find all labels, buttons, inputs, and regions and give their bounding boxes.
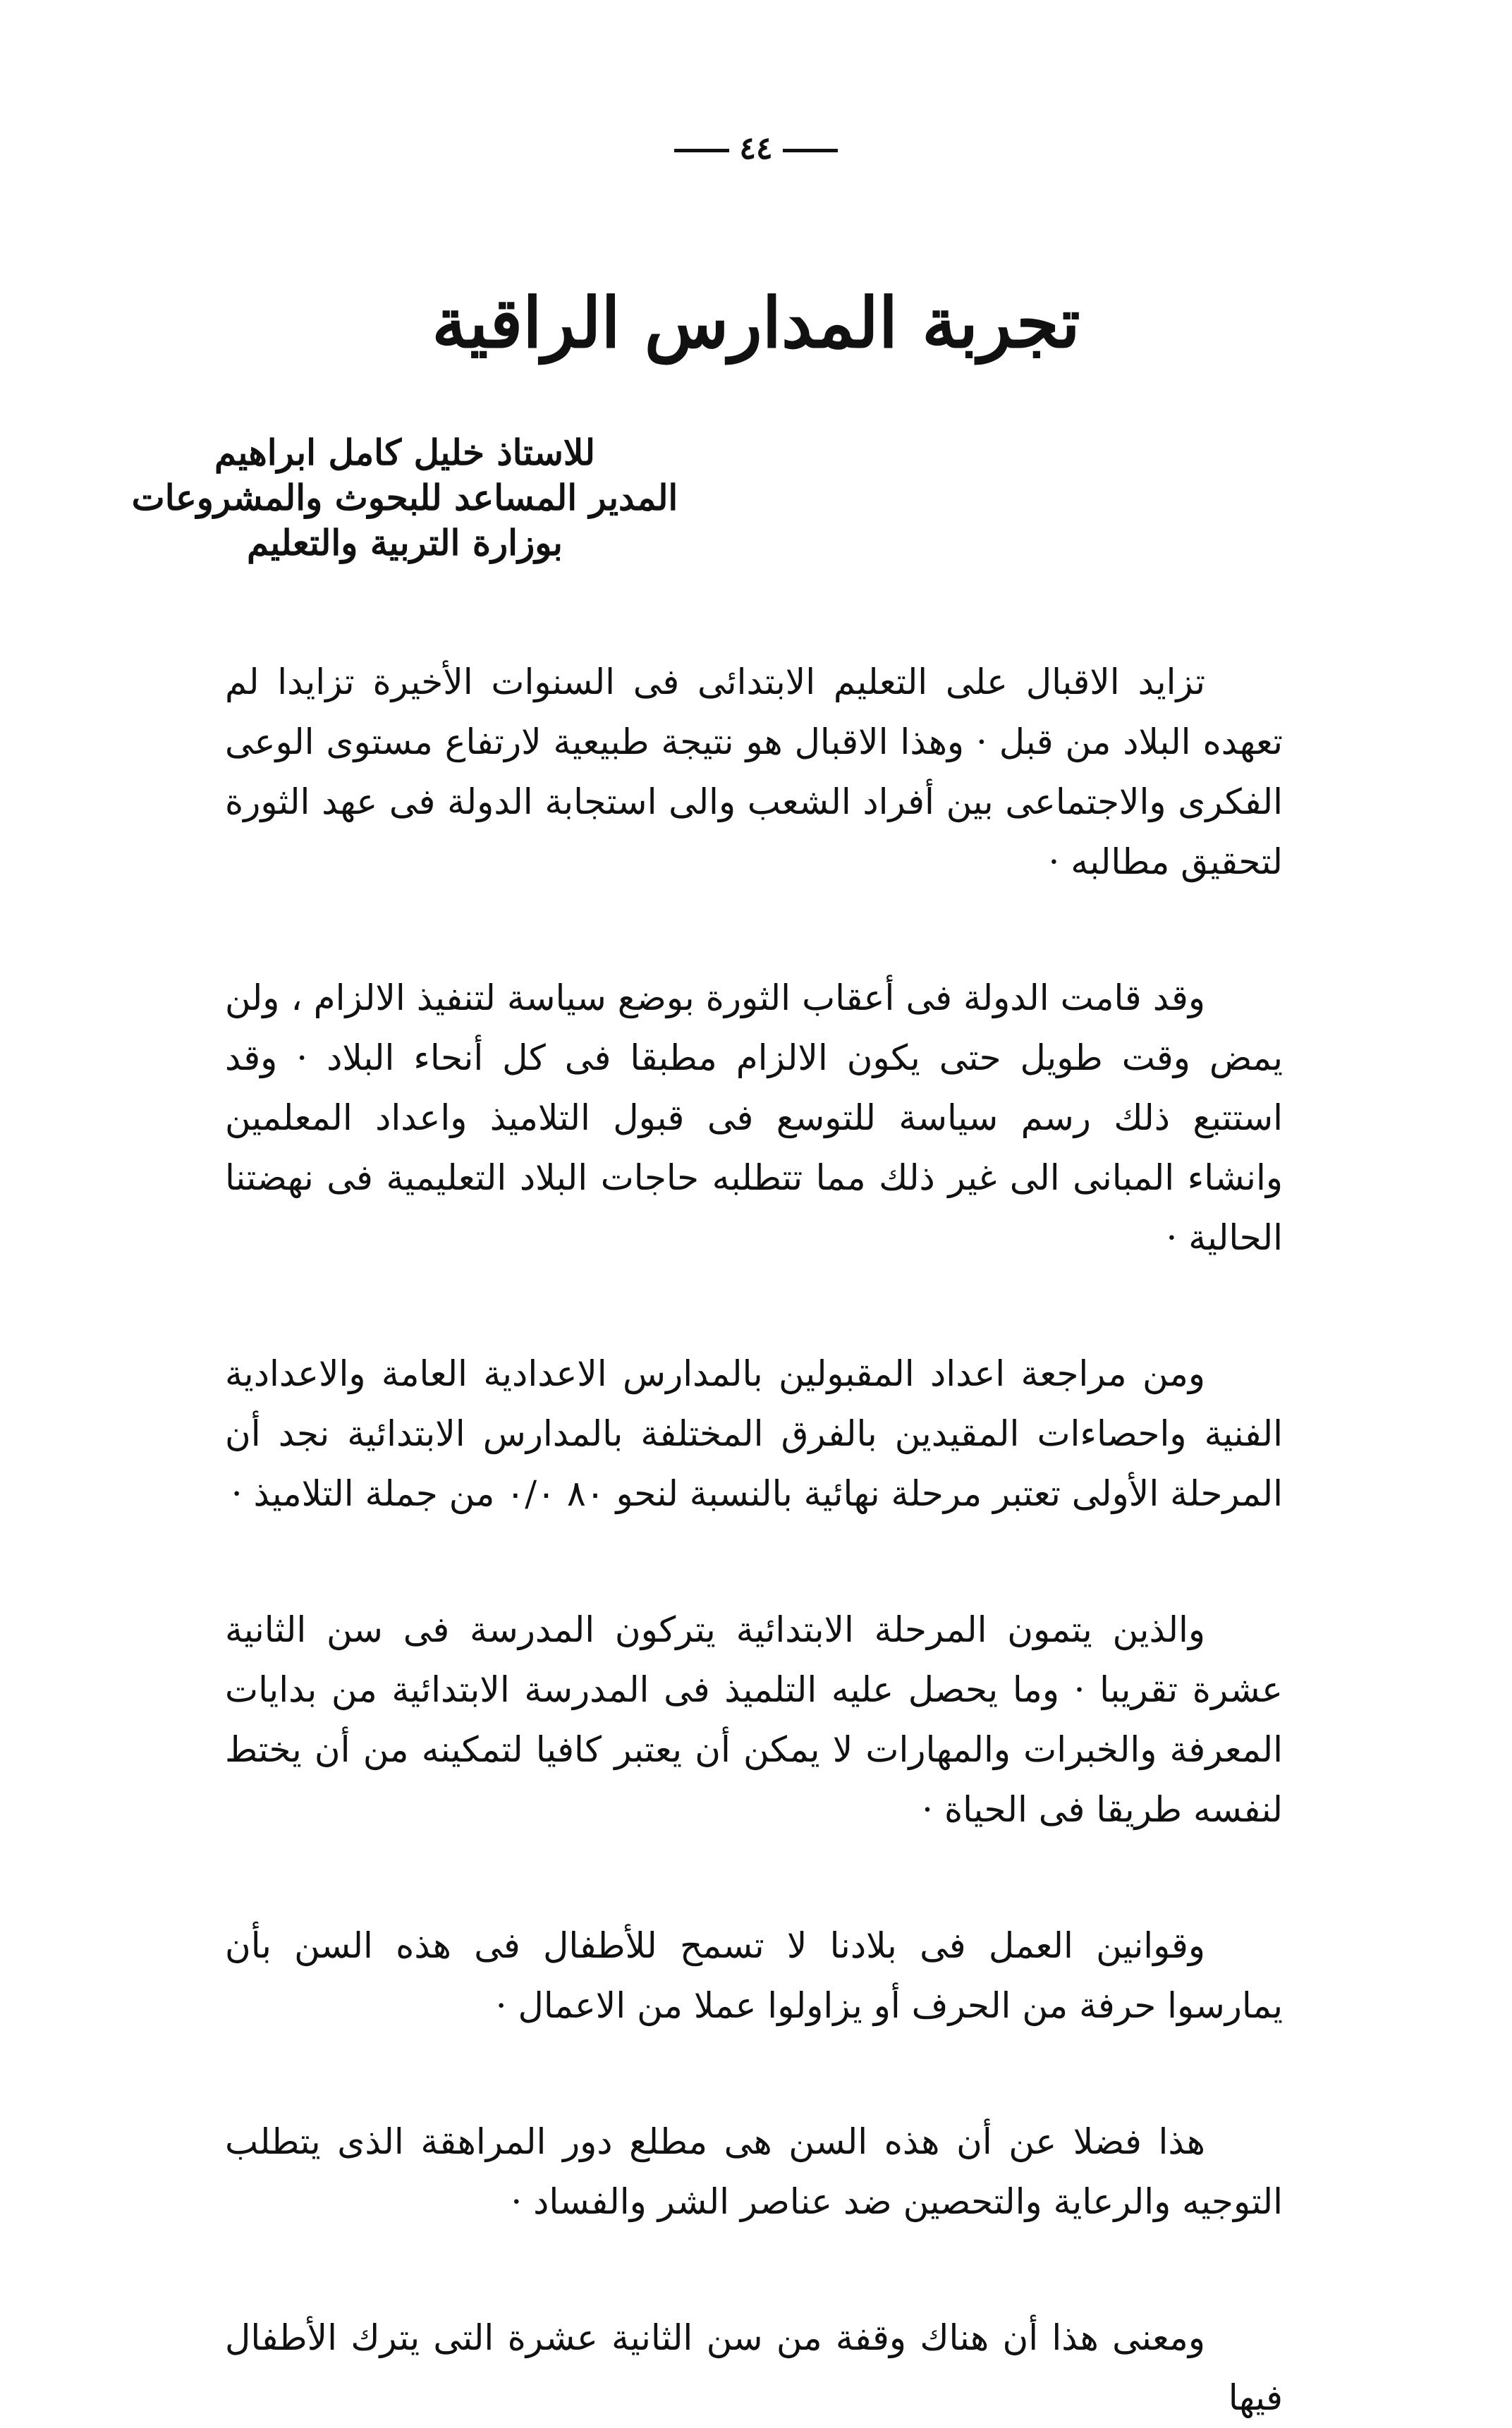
- paragraph: ومن مراجعة اعداد المقبولين بالمدارس الاعدادية العامة والاعدادية الفنية واحصاءات المقيدين بالفرق المختلفة بالمدارس الابتدائية نجد أن المرحلة الأولى تعتبر مرحلة نهائية بالنسبة لنحو ٨٠ ٠/٠ من جملة التلاميذ ·: [225, 1353, 1283, 1514]
- page-number-dash-left: [674, 149, 729, 152]
- page-number: [0, 130, 1512, 166]
- author-position: المدير المساعد للبحوث والمشروعات: [131, 477, 678, 518]
- paragraph: ومعنى هذا أن هناك وقفة من سن الثانية عشرة التى يترك الأطفال فيها: [225, 2317, 1283, 2418]
- paragraph: وقد قامت الدولة فى أعقاب الثورة بوضع سياسة لتنفيذ الالزام ، ولن يمض وقت طويل حتى يكون الالزام مطبقا فى كل أنحاء البلاد · وقد استتبع ذلك رسم سياسة للتوسع فى قبول التلاميذ واعداد المعلمين وانشاء المبانى الى غير ذلك مما تتطلبه حاجات البلاد التعليمية فى نهضتنا الحالية ·: [225, 977, 1283, 1258]
- paragraph: وقوانين العمل فى بلادنا لا تسمح للأطفال فى هذه السن بأن يمارسوا حرفة من الحرف أو يزاولوا عملا من الاعمال ·: [225, 1925, 1283, 2026]
- paragraph: والذين يتمون المرحلة الابتدائية يتركون المدرسة فى سن الثانية عشرة تقريبا · وما يحصل عليه التلميذ فى المدرسة الابتدائية من بدايات المعرفة والخبرات والمهارات لا يمكن أن يعتبر كافيا لتمكينه من أن يختط لنفسه طريقا فى الحياة ·: [225, 1609, 1283, 1830]
- author-ministry: بوزارة التربية والتعليم: [247, 522, 563, 563]
- paragraph: تزايد الاقبال على التعليم الابتدائى فى السنوات الأخيرة تزايدا لم تعهده البلاد من قبل · وهذا الاقبال هو نتيجة طبيعية لارتفاع مستوى الوعى الفكرى والاجتماعى بين أفراد الشعب والى استجابة الدولة فى عهد الثورة لتحقيق مطالبه ·: [225, 661, 1283, 882]
- article-body: [225, 652, 1283, 2428]
- page-number-dash-right: [783, 149, 838, 152]
- page-number-text: ٤٤: [739, 130, 773, 166]
- paragraph: هذا فضلا عن أن هذه السن هى مطلع دور المراهقة الذى يتطلب التوجيه والرعاية والتحصين ضد عناصر الشر والفساد ·: [225, 2121, 1283, 2222]
- author-name: للاستاذ خليل كامل ابراهيم: [214, 432, 595, 473]
- author-block: [130, 430, 680, 566]
- article-title: تجربة المدارس الراقية: [432, 283, 1080, 364]
